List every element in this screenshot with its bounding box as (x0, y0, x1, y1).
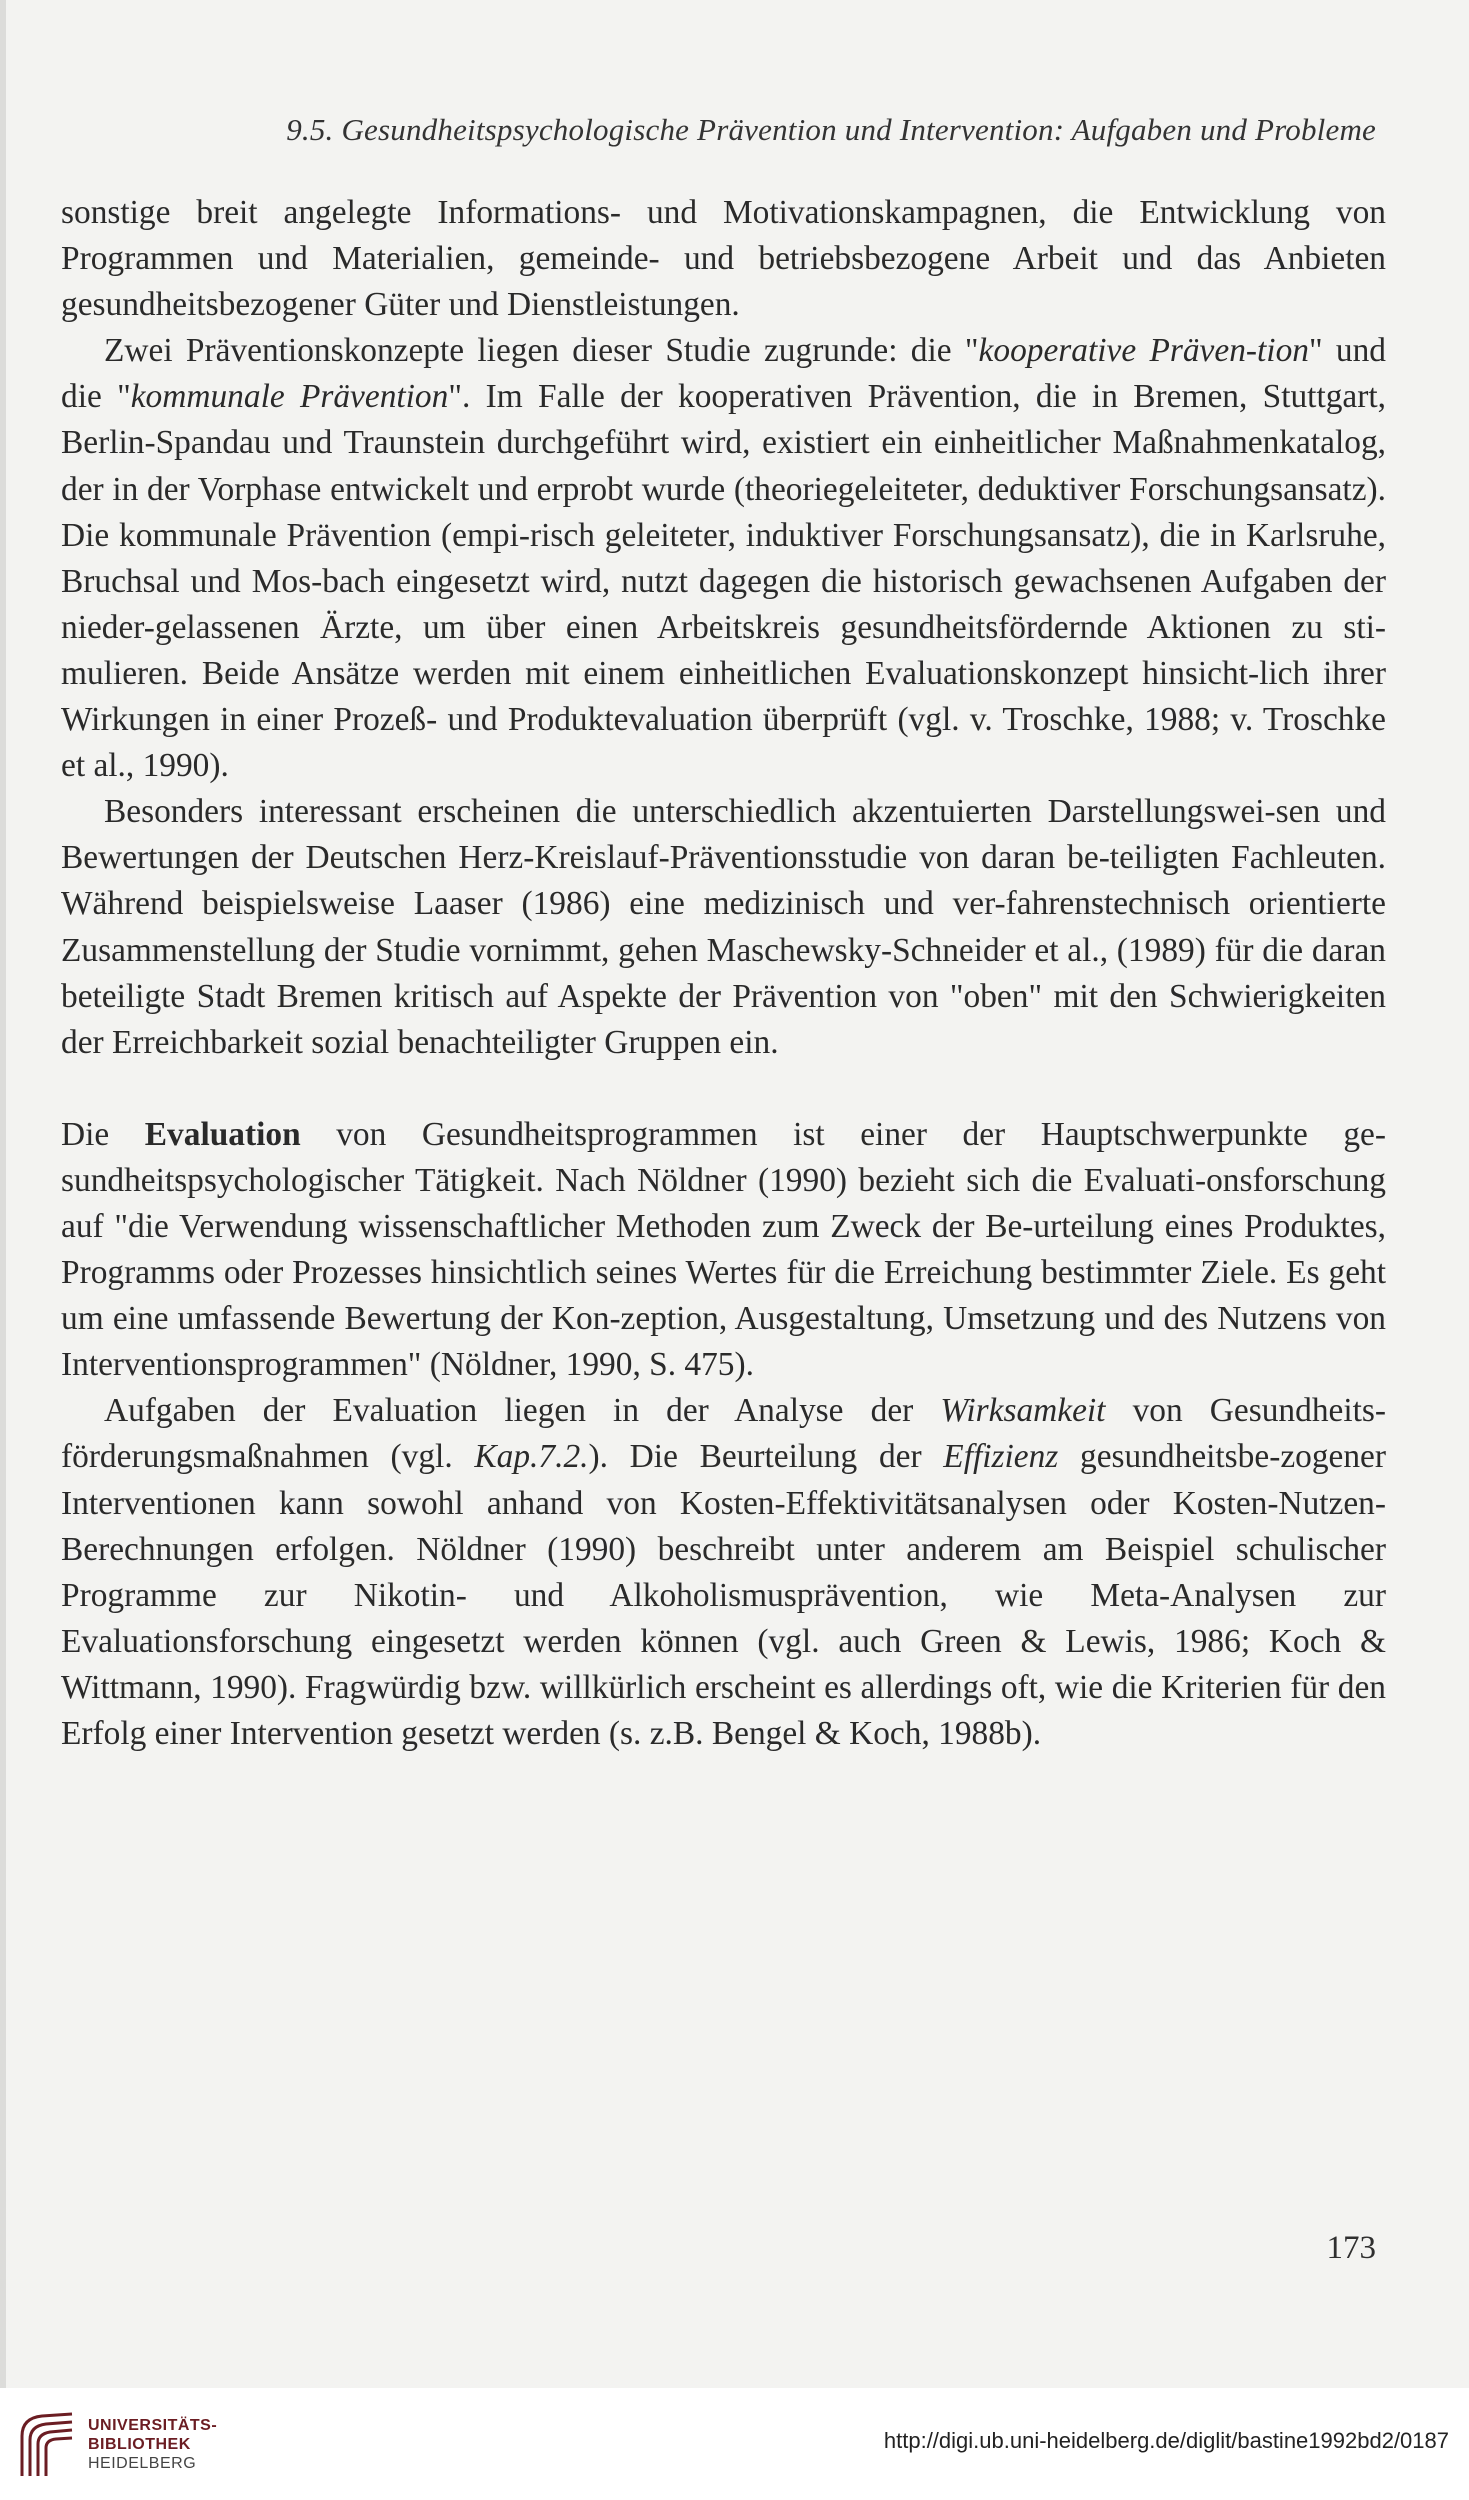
paragraph-2 (61, 328, 1386, 789)
paragraph-5 (61, 1388, 1386, 1757)
logo-line-2: BIBLIOTHEK (88, 2436, 191, 2453)
text-run: gesundheitsbe-zogener Interventionen kann sowohl anhand von Kosten-Effektivitätsanalysen oder Kosten-Nutzen-Berechnungen erfolgen. Nöldner (1990) beschreibt unter anderem am Beispiel schulischer Programme zur Nikotin- und Alkoholismusprävention, wie Meta-Analysen zur Evaluationsforschung eingesetzt werden können (vgl. auch Green & Lewis, 1986; Koch & Wittmann, 1990). Fragwürdig bzw. willkürlich erscheint es allerdings oft, wie die Kriterien für den Erfolg einer Intervention gesetzt werden (s. z.B. Bengel & Koch, 1988b). (61, 1438, 1386, 1752)
paragraph-3: Besonders interessant erscheinen die unterschiedlich akzentuierten Darstellungswei-sen und Bewertungen der Deutschen Herz-Kreislauf-Präventionsstudie von daran be-teiligten Fachleuten. Während beispielsweise Laaser (1986) eine medizinisch und ver-fahrenstechnisch orientierte Zusammenstellung der Studie vornimmt, gehen Maschewsky-Schneider et al., (1989) für die daran beteiligte Stadt Bremen kritisch auf Aspekte der Prävention von "oben" mit den Schwierigkeiten der Erreichbarkeit sozial benachteiligter Gruppen ein. (61, 793, 1386, 1061)
text-run: " und die " (61, 332, 1386, 416)
paragraph-4 (61, 1112, 1386, 1389)
body-text (61, 190, 1386, 1757)
source-url-link[interactable]: http://digi.ub.uni-heidelberg.de/diglit/bastine1992bd2/0187 (883, 2428, 1449, 2453)
text-run: Die (61, 1115, 145, 1153)
emphasis-wirksamkeit: Wirksamkeit (940, 1392, 1106, 1430)
emphasis-effizienz: Effizienz (943, 1438, 1059, 1476)
page-number: 173 (1326, 2230, 1376, 2266)
logo-line-1: UNIVERSITÄTS- (88, 2417, 218, 2434)
emphasis-kooperative: kooperative Präven-tion (978, 332, 1309, 370)
emphasis-kommunale: kommunale Prävention (130, 378, 449, 416)
emphasis-chapter-ref: Kap.7.2. (474, 1438, 589, 1476)
text-run: Zwei Präventionskonzepte liegen dieser Studie zugrunde: die " (104, 332, 979, 370)
footer-bar (0, 2388, 1469, 2500)
text-run: ". Im Falle der kooperativen Prävention, die in Bremen, Stuttgart, Berlin-Spandau und Traunstein durchgeführt wird, existiert ein einheitlicher Maßnahmenkatalog, der in der Vorphase entwickelt und erprobt wurde (theoriegeleiteter, deduktiver Forschungsansatz). Die kommunale Prävention (empi-risch geleiteter, induktiver Forschungsansatz), die in Karlsruhe, Bruchsal und Mos-bach eingesetzt wird, nutzt dagegen die historisch gewachsenen Aufgaben der nieder-gelassenen Ärzte, um über einen Arbeitskreis gesundheitsfördernde Aktionen zu sti-mulieren. Beide Ansätze werden mit einem einheitlichen Evaluationskonzept hinsicht-lich ihrer Wirkungen in einer Prozeß- und Produktevaluation überprüft (vgl. v. Troschke, 1988; v. Troschke et al., 1990). (61, 378, 1386, 785)
library-logo-icon (14, 2408, 76, 2480)
text-run: von Gesundheits-förderungsmaßnahmen (vgl. (61, 1392, 1386, 1476)
library-logo-text (88, 2416, 217, 2473)
logo-line-3: HEIDELBERG (88, 2455, 197, 2472)
text-run: von Gesundheitsprogrammen ist einer der Hauptschwerpunkte ge-sundheitspsychologischer Tätigkeit. Nach Nöldner (1990) bezieht sich die Evaluati-onsforschung auf "die Verwendung wissenschaftlicher Methoden zum Zweck der Be-urteilung eines Produktes, Programms oder Prozesses hinsichtlich seines Wertes für die Erreichung bestimmter Ziele. Es geht um eine umfassende Bewertung der Kon-zeption, Ausgestaltung, Umsetzung und des Nutzens von Interventionsprogrammen" (Nöldner, 1990, S. 475). (61, 1115, 1386, 1384)
running-head: 9.5. Gesundheitspsychologische Prävention und Intervention: Aufgaben und Probleme (286, 112, 1376, 147)
text-run: ). Die Beurteilung der (588, 1438, 944, 1476)
text-run: Aufgaben der Evaluation liegen in der Analyse der (104, 1392, 941, 1430)
bold-evaluation: Evaluation (144, 1115, 301, 1153)
paragraph-1: sonstige breit angelegte Informations- und Motivationskampagnen, die Entwicklung von Programmen und Materialien, gemeinde- und betriebsbezogene Arbeit und das Anbieten gesundheitsbezogener Güter und Dienstleistungen. (61, 194, 1386, 324)
